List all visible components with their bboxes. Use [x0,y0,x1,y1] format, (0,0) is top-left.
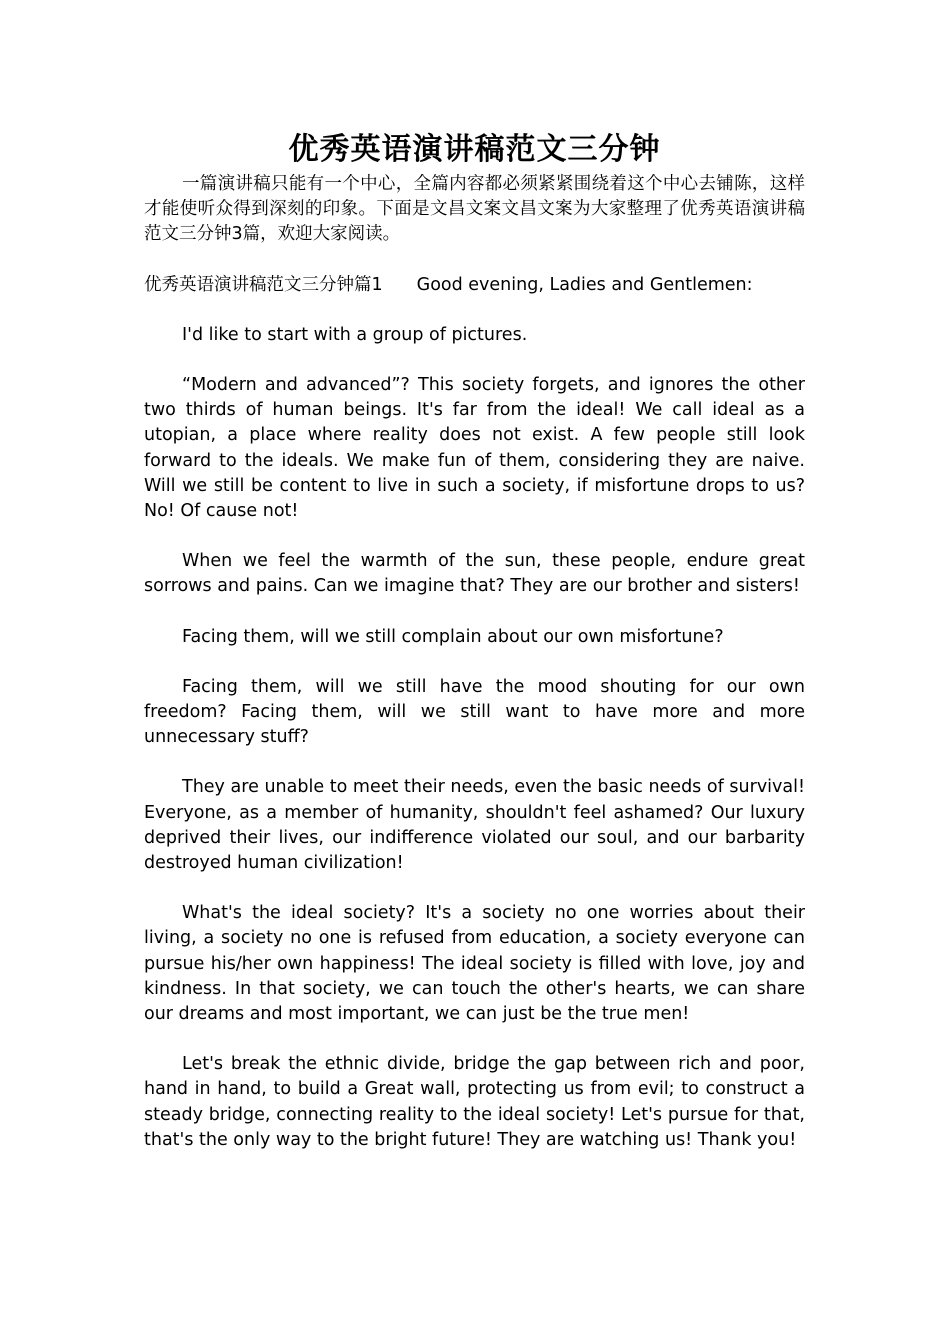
speech-paragraph: When we feel the warmth of the sun, these people, endure great sorrows and pains. Can we imagine that? They are our brother and sisters! [144,551,805,597]
speech-paragraph: Facing them, will we still have the mood shouting for our own freedom? Facing them, will we still want to have more and more unnecessary stuff? [144,676,805,748]
intro-paragraph: 一篇演讲稿只能有一个中心，全篇内容都必须紧紧围绕着这个中心去铺陈，这样才能使听众得到深刻的印象。下面是文昌文案文昌文案为大家整理了优秀英语演讲稿范文三分钟3篇，欢迎大家阅读。 [144,174,805,245]
speech-paragraph: Facing them, will we still complain about our own misfortune? [182,626,724,647]
speech-paragraph: I'd like to start with a group of pictures. [182,324,528,345]
speech-paragraph: They are unable to meet their needs, even the basic needs of survival! Everyone, as a member of humanity, shouldn't feel ashamed? Our luxury deprived their lives, our indifference violated our soul, and our barbarity destroyed human civilization! [144,777,805,874]
speech-paragraph: What's the ideal society? It's a society no one worries about their living, a society no one is refused from education, a society everyone can pursue his/her own happiness! The ideal society is filled with love, joy and kindness. In that society, we can touch the other's hearts, we can share our dreams and most important, we can just be the true men! [144,903,805,1025]
document-title: 优秀英语演讲稿范文三分钟 [288,132,661,167]
section-heading: 优秀英语演讲稿范文三分钟篇1 [144,274,383,295]
speech-paragraph: “Modern and advanced”? This society forgets, and ignores the other two thirds of human beings. It's far from the ideal! We call ideal as a utopian, a place where reality does not exist. A few people still look forward to the ideals. We make fun of them, considering they are naive. Will we still be content to live in such a society, if misfortune drops to us? No! Of cause not! [144,375,805,522]
greeting: Good evening, Ladies and Gentlemen: [416,274,753,295]
speech-paragraph: Let's break the ethnic divide, bridge the gap between rich and poor, hand in hand, to build a Great wall, protecting us from evil; to construct a steady bridge, connecting reality to the ideal society! Let's pursue for that, that's the only way to the bright future! They are watching us! Thank you! [144,1054,805,1150]
document-page [144,128,805,1178]
section-heading-line [144,273,805,298]
